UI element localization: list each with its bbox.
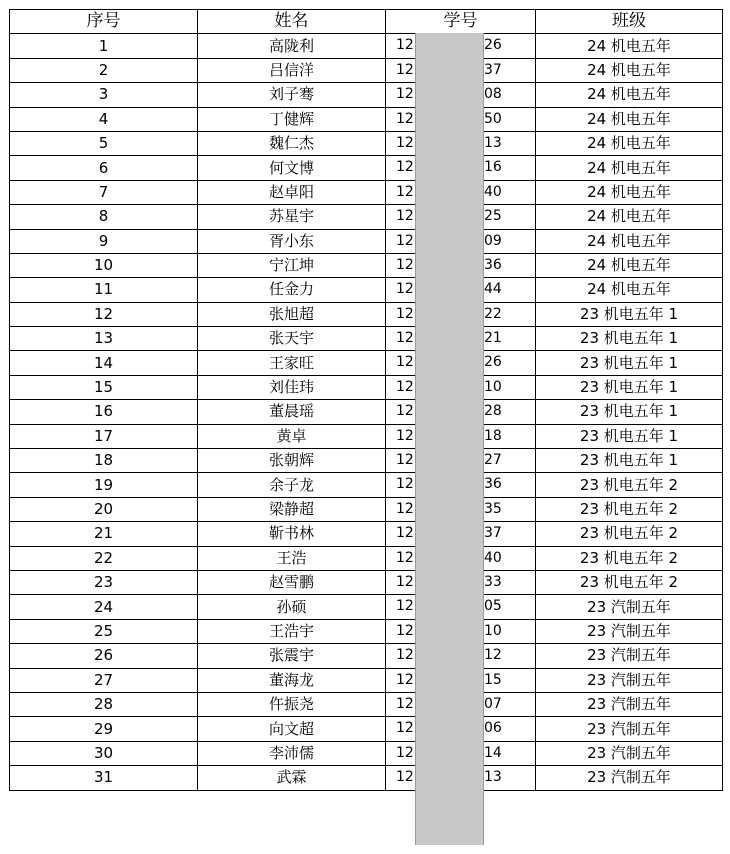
cell-seq: 7 [10,180,198,204]
cell-class: 23 机电五年 2 [536,497,723,521]
student-id-suffix: 10 [484,622,502,639]
cell-seq: 11 [10,278,198,302]
cell-seq: 12 [10,302,198,326]
student-id-suffix: 10 [484,378,502,395]
cell-class: 24 机电五年 [536,180,723,204]
cell-class: 24 机电五年 [536,205,723,229]
table-row [10,253,723,277]
cell-class: 24 机电五年 [536,253,723,277]
student-id-suffix: 14 [484,744,502,761]
header-name: 姓名 [198,10,386,34]
cell-name: 吕信洋 [198,58,386,82]
student-id-suffix: 16 [484,159,502,176]
cell-class: 23 汽制五年 [536,717,723,741]
student-id-prefix: 12 [396,86,414,103]
cell-class: 24 机电五年 [536,83,723,107]
table-row [10,327,723,351]
cell-name: 向文超 [198,717,386,741]
table-row [10,205,723,229]
cell-seq: 2 [10,58,198,82]
cell-name: 刘佳玮 [198,375,386,399]
cell-seq: 15 [10,375,198,399]
student-id-prefix: 12 [396,695,414,712]
student-id-prefix: 12 [396,354,414,371]
cell-seq: 1 [10,34,198,58]
student-id-suffix: 40 [484,183,502,200]
cell-name: 张朝辉 [198,449,386,473]
cell-class: 23 机电五年 1 [536,351,723,375]
student-id-suffix: 35 [484,500,502,517]
table-row [10,546,723,570]
cell-seq: 17 [10,424,198,448]
student-id-prefix: 12 [396,525,414,542]
student-id-suffix: 06 [484,720,502,737]
cell-name: 魏仁杰 [198,131,386,155]
table-row [10,302,723,326]
student-id-prefix: 12 [396,110,414,127]
cell-name: 王浩 [198,546,386,570]
student-id-prefix: 12 [396,500,414,517]
student-id-prefix: 12 [396,549,414,566]
cell-seq: 5 [10,131,198,155]
student-id-suffix: 08 [484,86,502,103]
cell-class: 23 机电五年 2 [536,522,723,546]
cell-class: 23 机电五年 1 [536,375,723,399]
student-id-prefix: 12 [396,305,414,322]
cell-seq: 28 [10,692,198,716]
student-id-suffix: 44 [484,281,502,298]
cell-seq: 29 [10,717,198,741]
cell-seq: 19 [10,473,198,497]
cell-name: 余子龙 [198,473,386,497]
student-id-prefix: 12 [396,671,414,688]
table-row [10,644,723,668]
cell-name: 张旭超 [198,302,386,326]
student-id-prefix: 12 [396,403,414,420]
table-row [10,668,723,692]
cell-name: 赵卓阳 [198,180,386,204]
student-id-suffix: 33 [484,573,502,590]
table-row [10,58,723,82]
student-id-suffix: 22 [484,305,502,322]
table-row [10,400,723,424]
student-roster-table [9,9,723,791]
table-row [10,522,723,546]
cell-seq: 30 [10,741,198,765]
cell-class: 23 汽制五年 [536,766,723,790]
cell-seq: 20 [10,497,198,521]
cell-name: 董海龙 [198,668,386,692]
table-row [10,278,723,302]
cell-name: 高陇利 [198,34,386,58]
cell-seq: 18 [10,449,198,473]
cell-seq: 10 [10,253,198,277]
cell-name: 李沛儒 [198,741,386,765]
student-id-suffix: 36 [484,476,502,493]
student-id-suffix: 21 [484,330,502,347]
student-id-suffix: 40 [484,549,502,566]
cell-seq: 9 [10,229,198,253]
table-row [10,34,723,58]
student-id-suffix: 36 [484,256,502,273]
table-body [10,34,723,790]
student-id-suffix: 13 [484,769,502,786]
cell-seq: 14 [10,351,198,375]
table-row [10,741,723,765]
table-row [10,619,723,643]
student-id-suffix: 18 [484,427,502,444]
student-id-prefix: 12 [396,61,414,78]
student-id-suffix: 15 [484,671,502,688]
cell-class: 24 机电五年 [536,229,723,253]
cell-name: 孙硕 [198,595,386,619]
cell-name: 靳书林 [198,522,386,546]
table-row [10,570,723,594]
table-row [10,156,723,180]
cell-seq: 8 [10,205,198,229]
table-row [10,83,723,107]
student-id-prefix: 12 [396,744,414,761]
student-id-prefix: 12 [396,159,414,176]
student-id-suffix: 26 [484,37,502,54]
table-row [10,497,723,521]
cell-name: 赵雪鹏 [198,570,386,594]
table-row [10,473,723,497]
header-seq: 序号 [10,10,198,34]
student-id-suffix: 50 [484,110,502,127]
table-row [10,717,723,741]
cell-seq: 16 [10,400,198,424]
student-id-prefix: 12 [396,134,414,151]
cell-seq: 26 [10,644,198,668]
cell-seq: 6 [10,156,198,180]
cell-name: 黄卓 [198,424,386,448]
student-id-prefix: 12 [396,37,414,54]
student-id-suffix: 09 [484,232,502,249]
table-header-row [10,10,723,34]
table-row [10,131,723,155]
cell-seq: 4 [10,107,198,131]
cell-class: 23 机电五年 1 [536,449,723,473]
cell-name: 张天宇 [198,327,386,351]
cell-class: 24 机电五年 [536,107,723,131]
student-id-prefix: 12 [396,378,414,395]
student-id-prefix: 12 [396,330,414,347]
student-id-prefix: 12 [396,256,414,273]
student-id-redaction-block [415,33,484,845]
student-id-prefix: 12 [396,573,414,590]
student-id-prefix: 12 [396,769,414,786]
student-id-suffix: 37 [484,61,502,78]
cell-class: 24 机电五年 [536,58,723,82]
cell-name: 王浩宇 [198,619,386,643]
student-id-prefix: 12 [396,183,414,200]
cell-name: 武霖 [198,766,386,790]
table-row [10,375,723,399]
cell-name: 张震宇 [198,644,386,668]
cell-seq: 27 [10,668,198,692]
cell-seq: 23 [10,570,198,594]
student-id-prefix: 12 [396,208,414,225]
cell-class: 23 机电五年 1 [536,400,723,424]
student-id-suffix: 26 [484,354,502,371]
student-id-prefix: 12 [396,476,414,493]
student-id-suffix: 07 [484,695,502,712]
student-id-prefix: 12 [396,622,414,639]
table-row [10,351,723,375]
cell-class: 24 机电五年 [536,131,723,155]
cell-class: 23 机电五年 2 [536,570,723,594]
cell-class: 23 机电五年 1 [536,302,723,326]
table-row [10,595,723,619]
table-row [10,449,723,473]
student-id-prefix: 12 [396,452,414,469]
table-row [10,229,723,253]
student-id-suffix: 37 [484,525,502,542]
cell-class: 24 机电五年 [536,156,723,180]
table-row [10,107,723,131]
cell-class: 24 机电五年 [536,34,723,58]
cell-class: 23 汽制五年 [536,741,723,765]
header-class: 班级 [536,10,723,34]
student-id-suffix: 28 [484,403,502,420]
cell-name: 仵振尧 [198,692,386,716]
cell-seq: 24 [10,595,198,619]
cell-seq: 3 [10,83,198,107]
table-row [10,766,723,790]
cell-class: 23 机电五年 1 [536,424,723,448]
cell-seq: 25 [10,619,198,643]
student-id-prefix: 12 [396,720,414,737]
cell-name: 刘子骞 [198,83,386,107]
table-row [10,180,723,204]
cell-name: 梁静超 [198,497,386,521]
cell-name: 胥小东 [198,229,386,253]
student-id-prefix: 12 [396,427,414,444]
cell-seq: 22 [10,546,198,570]
cell-seq: 21 [10,522,198,546]
student-id-prefix: 12 [396,647,414,664]
table-row [10,692,723,716]
cell-seq: 13 [10,327,198,351]
student-id-suffix: 25 [484,208,502,225]
cell-class: 23 机电五年 2 [536,473,723,497]
cell-class: 24 机电五年 [536,278,723,302]
cell-class: 23 汽制五年 [536,692,723,716]
cell-class: 23 机电五年 1 [536,327,723,351]
cell-class: 23 汽制五年 [536,595,723,619]
student-id-prefix: 12 [396,232,414,249]
cell-class: 23 汽制五年 [536,644,723,668]
cell-name: 董晨瑶 [198,400,386,424]
student-id-prefix: 12 [396,281,414,298]
student-id-suffix: 05 [484,598,502,615]
cell-seq: 31 [10,766,198,790]
header-student-id: 学号 [386,10,536,34]
cell-name: 任金力 [198,278,386,302]
cell-name: 何文博 [198,156,386,180]
student-id-prefix: 12 [396,598,414,615]
student-id-suffix: 27 [484,452,502,469]
cell-name: 苏星宇 [198,205,386,229]
cell-name: 王家旺 [198,351,386,375]
student-id-suffix: 12 [484,647,502,664]
cell-name: 宁江坤 [198,253,386,277]
cell-class: 23 汽制五年 [536,619,723,643]
student-id-suffix: 13 [484,134,502,151]
cell-class: 23 汽制五年 [536,668,723,692]
table-row [10,424,723,448]
cell-name: 丁健辉 [198,107,386,131]
cell-class: 23 机电五年 2 [536,546,723,570]
